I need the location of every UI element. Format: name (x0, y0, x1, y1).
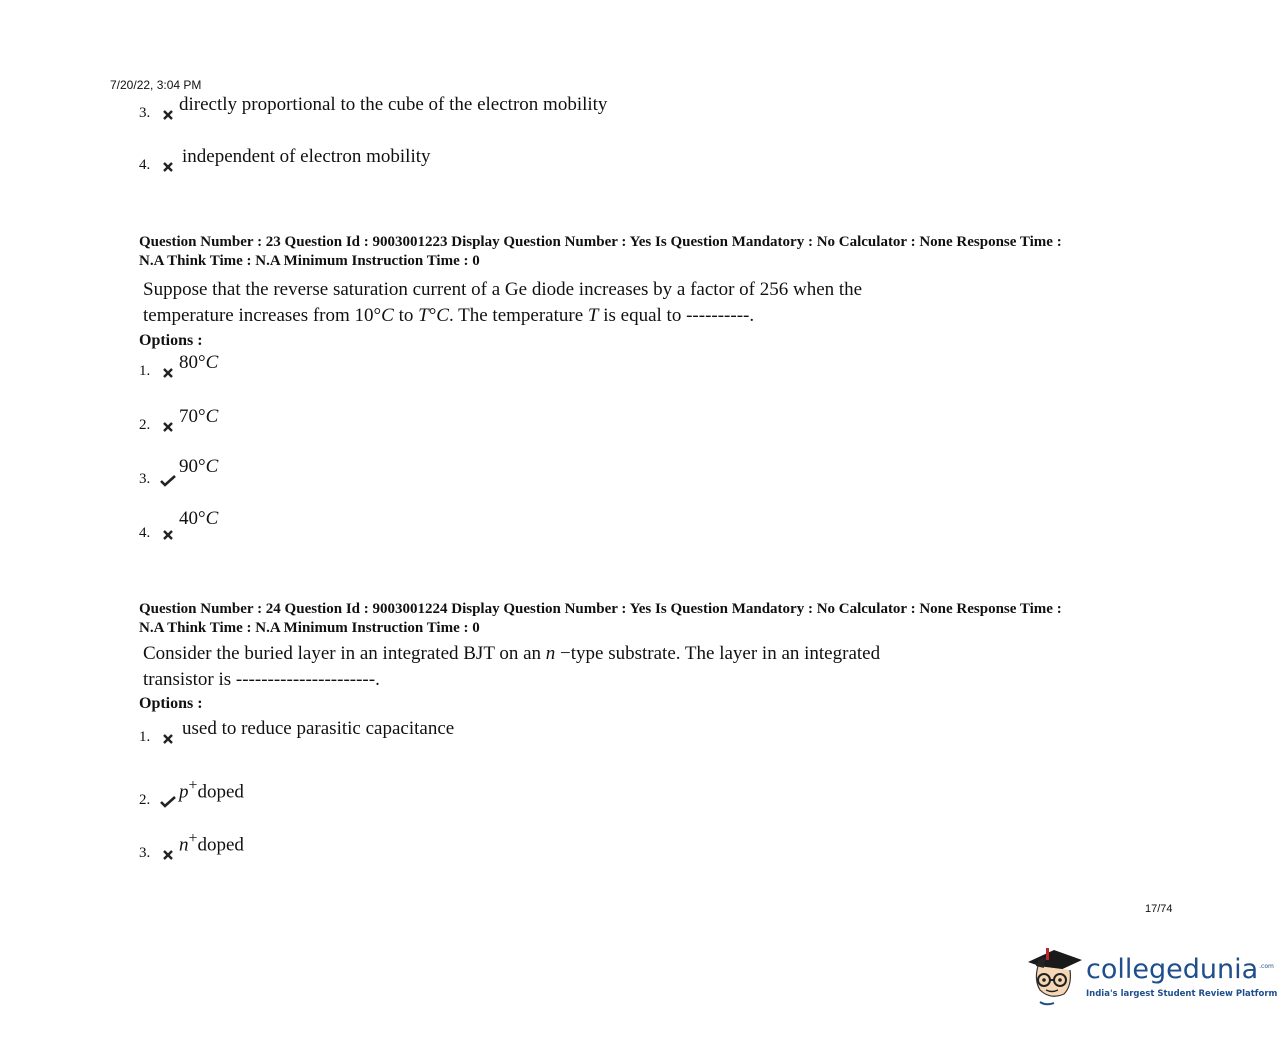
option-text: 40°C (179, 508, 219, 529)
options-label: Options : (139, 332, 203, 349)
option-text: 90°C (179, 456, 219, 477)
question-stem (143, 641, 973, 693)
question-meta-line: Question Number : 24 Question Id : 9003001224 Display Question Number : Yes Is Question Mandatory : No Calculator : None Response Time : (139, 601, 1062, 617)
option-text: 70°C (179, 406, 219, 427)
option-number: 4. (139, 525, 151, 541)
page-number: 17/74 (1145, 903, 1173, 915)
question-stem-line: Consider the buried layer in an integrated BJT on an n −type substrate. The layer in an integrated (143, 643, 881, 664)
cross-icon (159, 366, 177, 380)
question-stem-line: transistor is ----------------------. (143, 669, 380, 690)
option-number: 3. (139, 845, 151, 862)
option-text: independent of electron mobility (182, 146, 431, 167)
option-text: n+doped (179, 830, 244, 856)
brand-name: collegedunia$^{.com}$ (1086, 954, 1274, 985)
question-meta-line: N.A Think Time : N.A Minimum Instruction Time : 0 (139, 253, 480, 269)
question-meta-line: Question Number : 23 Question Id : 9003001223 Display Question Number : Yes Is Question Mandatory : No Calculator : None Response Time : (139, 234, 1062, 250)
cross-icon (159, 528, 177, 542)
option-row (139, 830, 244, 862)
option-row (139, 94, 608, 122)
question-meta (139, 233, 1179, 271)
check-icon (159, 795, 177, 809)
cross-icon (159, 732, 177, 746)
option-row (139, 508, 219, 542)
option-text: directly proportional to the cube of the electron mobility (179, 94, 608, 115)
option-row (139, 406, 219, 434)
option-number: 2. (139, 792, 151, 809)
option-number: 3. (139, 471, 151, 487)
question-meta (139, 600, 1179, 638)
option-row (139, 456, 219, 488)
option-row (139, 146, 431, 174)
options-label: Options : (139, 695, 203, 712)
question-stem-line: temperature increases from 10°C to T°C. The temperature T is equal to ----------. (143, 305, 755, 326)
option-row (139, 777, 244, 809)
option-text: p+doped (179, 777, 244, 803)
option-number: 1. (139, 729, 151, 745)
question-meta-line: N.A Think Time : N.A Minimum Instruction Time : 0 (139, 620, 480, 636)
option-row (139, 718, 455, 746)
option-number: 2. (139, 417, 151, 433)
question-stem (143, 277, 973, 329)
mascot-logo-icon (1024, 940, 1086, 1006)
option-text: 80°C (179, 352, 219, 373)
cross-icon (159, 848, 177, 862)
cross-icon (159, 108, 177, 122)
option-number: 1. (139, 363, 151, 379)
question-stem-line: Suppose that the reverse saturation current of a Ge diode increases by a factor of 256 when the (143, 279, 863, 300)
cross-icon (159, 160, 177, 174)
option-number: 4. (139, 157, 151, 173)
print-timestamp: 7/20/22, 3:04 PM (110, 78, 202, 92)
check-icon (159, 474, 177, 488)
option-text: used to reduce parasitic capacitance (182, 718, 455, 739)
brand-tagline: India's largest Student Review Platform (1086, 989, 1278, 999)
option-row (139, 352, 219, 380)
option-number: 3. (139, 105, 151, 121)
cross-icon (159, 420, 177, 434)
